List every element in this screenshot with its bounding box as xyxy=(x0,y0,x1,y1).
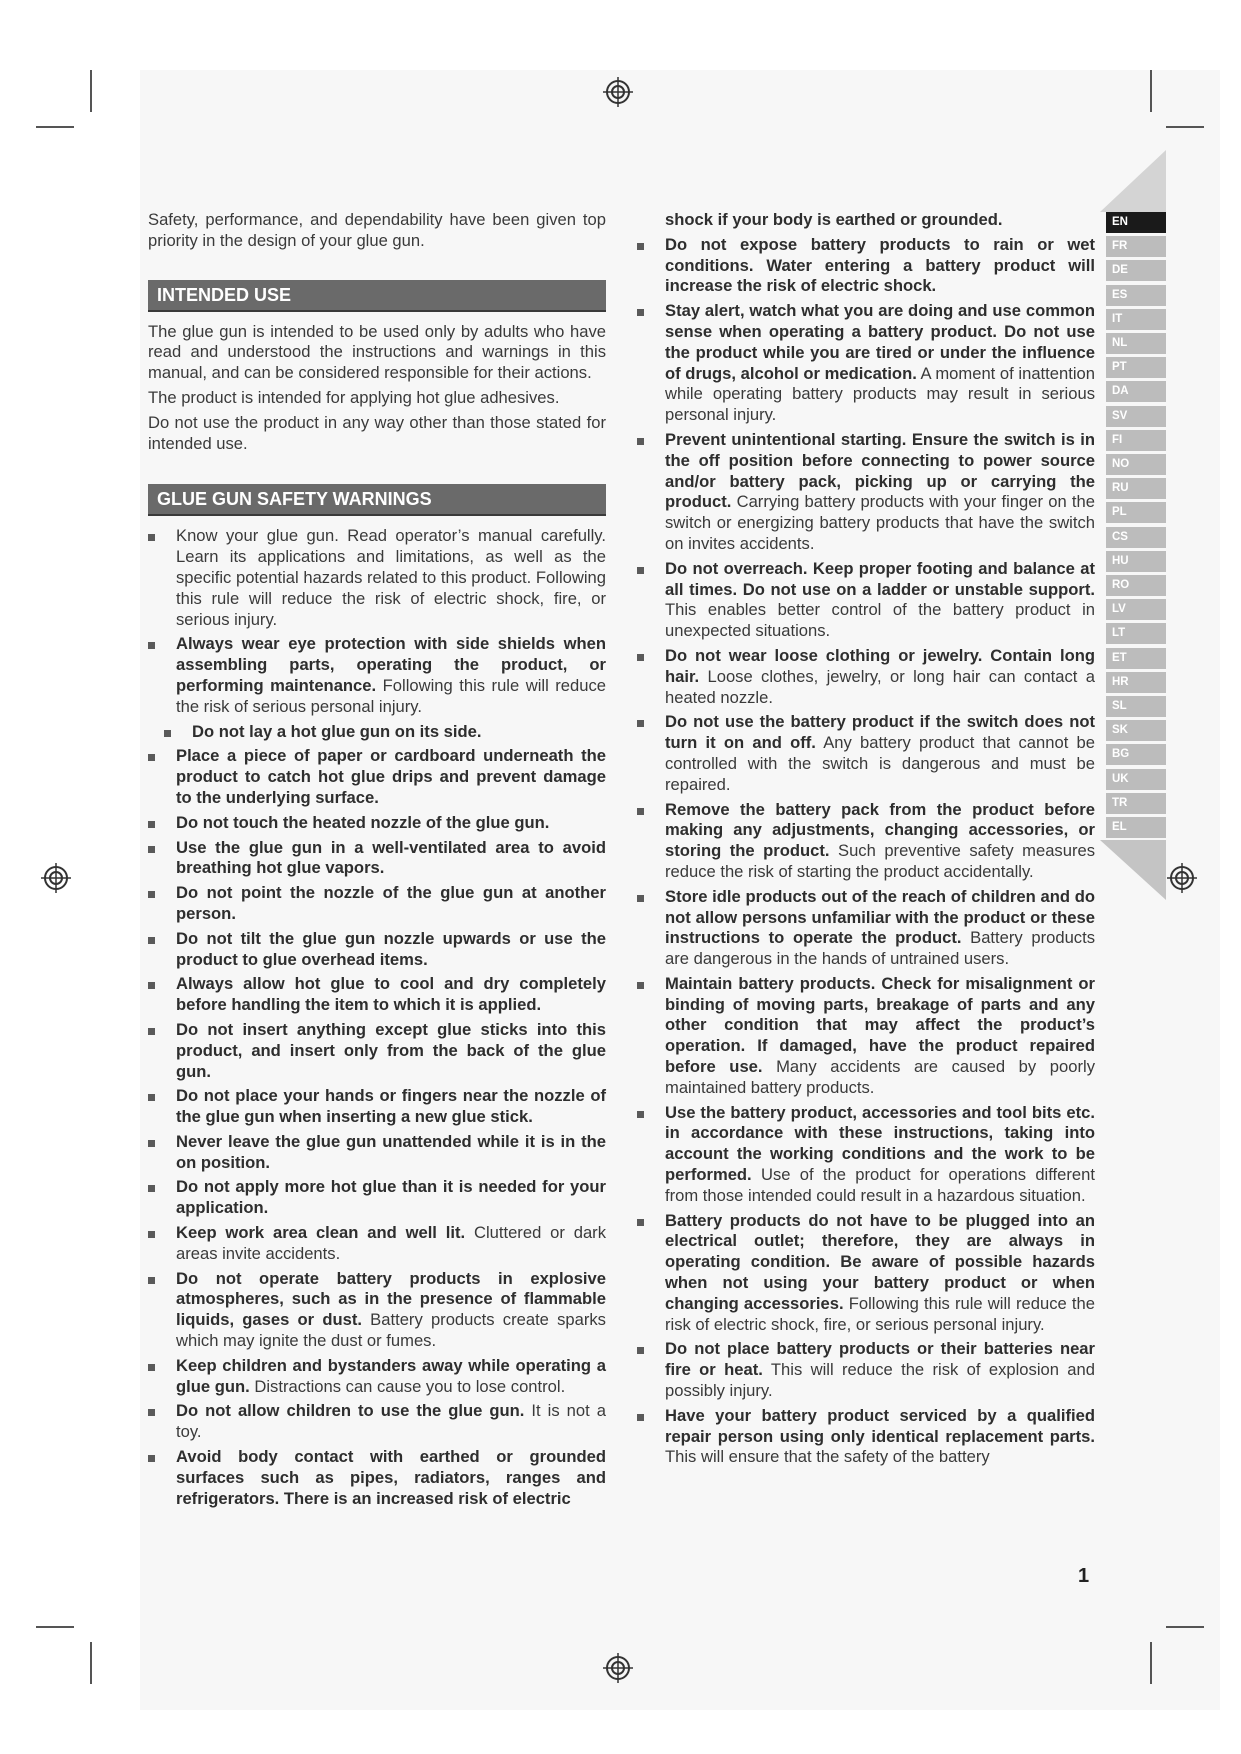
crop-mark-top-left-h xyxy=(36,126,74,128)
registration-mark-icon xyxy=(1166,862,1198,894)
language-tab-lt[interactable]: LT xyxy=(1106,623,1166,644)
warning-item: Do not place battery products or their batteries near fire or heat. This will reduce the risk of explosion and possibly injury. xyxy=(637,1339,1095,1401)
language-tab-sl[interactable]: SL xyxy=(1106,696,1166,717)
continued-warning-text: shock if your body is earthed or grounded. xyxy=(665,210,1003,229)
warning-item: Have your battery product serviced by a qualified repair person using only identical replacement parts. This will ensure that the safety of the battery xyxy=(637,1406,1095,1468)
warning-item: Do not use the battery product if the switch does not turn it on and off. Any battery product that cannot be controlled with the switch is dangerous and must be repaired. xyxy=(637,712,1095,795)
right-column xyxy=(637,210,1095,1472)
language-tab-bg[interactable]: BG xyxy=(1106,744,1166,765)
language-tab-hr[interactable]: HR xyxy=(1106,672,1166,693)
crop-mark-top-left-v xyxy=(90,70,92,112)
registration-mark-icon xyxy=(40,862,72,894)
language-tab-fi[interactable]: FI xyxy=(1106,430,1166,451)
warning-item: Remove the battery pack from the product before making any adjustments, changing accessories, or storing the product. Such preventive safety measures reduce the risk of starting the product accidentally. xyxy=(637,800,1095,883)
warning-item: Do not place your hands or fingers near the nozzle of the glue gun when inserting a new glue stick. xyxy=(148,1086,606,1128)
warning-item: Know your glue gun. Read operator’s manual carefully. Learn its applications and limitations, as well as the specific potential hazards related to this product. Following this rule will reduce the risk of electric shock, fire, or serious injury. xyxy=(148,526,606,630)
language-tab-hu[interactable]: HU xyxy=(1106,551,1166,572)
warning-item: Avoid body contact with earthed or grounded surfaces such as pipes, radiators, ranges and refrigerators. There is an increased risk of electric xyxy=(148,1447,606,1509)
warning-item: Keep children and bystanders away while operating a glue gun. Distractions can cause you to lose control. xyxy=(148,1356,606,1398)
warning-item: Prevent unintentional starting. Ensure the switch is in the off position before connecting to power source and/or battery pack, picking up or carrying the product. Carrying battery products with your finger on the switch or energizing battery products that have the switch on invites accidents. xyxy=(637,430,1095,555)
registration-mark-icon xyxy=(602,1652,634,1684)
warning-item: Keep work area clean and well lit. Cluttered or dark areas invite accidents. xyxy=(148,1223,606,1265)
crop-mark-bottom-right-h xyxy=(1166,1626,1204,1628)
intended-use-paragraph: Do not use the product in any way other than those stated for intended use. xyxy=(148,412,606,453)
language-tab-sv[interactable]: SV xyxy=(1106,406,1166,427)
intro-paragraph: Safety, performance, and dependability have been given top priority in the design of your glue gun. xyxy=(148,210,606,250)
language-tab-tr[interactable]: TR xyxy=(1106,793,1166,814)
language-tab-cs[interactable]: CS xyxy=(1106,527,1166,548)
language-tab-es[interactable]: ES xyxy=(1106,285,1166,306)
battery-warnings-list xyxy=(637,235,1095,1468)
safety-warnings-heading: GLUE GUN SAFETY WARNINGS xyxy=(148,484,606,516)
warning-item: Do not tilt the glue gun nozzle upwards or use the product to glue overhead items. xyxy=(148,929,606,971)
warning-item: Battery products do not have to be plugged into an electrical outlet; therefore, they are always in operating condition. Be aware of possible hazards when not using your battery product or when changing accessories. Following this rule will reduce the risk of electric shock, fire, or serious personal injury. xyxy=(637,1211,1095,1336)
intended-use-paragraph: The product is intended for applying hot glue adhesives. xyxy=(148,387,560,407)
registration-mark-icon xyxy=(602,76,634,108)
intended-use-paragraph: The glue gun is intended to be used only by adults who have read and understood the instructions and warnings in this manual, and can be considered responsible for their actions. xyxy=(148,321,606,383)
intended-use-heading: INTENDED USE xyxy=(148,280,606,312)
page-number: 1 xyxy=(1078,1565,1090,1587)
language-tab-it[interactable]: IT xyxy=(1106,309,1166,330)
language-tab-no[interactable]: NO xyxy=(1106,454,1166,475)
language-tab-fr[interactable]: FR xyxy=(1106,236,1166,257)
warning-item: Do not apply more hot glue than it is needed for your application. xyxy=(148,1177,606,1219)
language-tab-pt[interactable]: PT xyxy=(1106,357,1166,378)
language-tab-et[interactable]: ET xyxy=(1106,648,1166,669)
crop-mark-bottom-left-h xyxy=(36,1626,74,1628)
warning-item: Store idle products out of the reach of children and do not allow persons unfamiliar with the product or these instructions to operate the product. Battery products are dangerous in the hands of untrained users. xyxy=(637,887,1095,970)
safety-warnings-list xyxy=(148,526,606,1509)
crop-mark-bottom-right-v xyxy=(1150,1642,1152,1684)
warning-item: Stay alert, watch what you are doing and use common sense when operating a battery product. Do not use the product while you are tired or under the influence of drugs, alcohol or medication. A moment of inattention while operating battery products may result in serious personal injury. xyxy=(637,301,1095,426)
language-tab-el[interactable]: EL xyxy=(1106,817,1166,838)
warning-item: Do not touch the heated nozzle of the glue gun. xyxy=(148,813,606,834)
language-tab-pl[interactable]: PL xyxy=(1106,502,1166,523)
warning-item: Do not lay a hot glue gun on its side. xyxy=(148,722,606,743)
warning-item: Use the battery product, accessories and tool bits etc. in accordance with these instructions, taking into account the working conditions and the work to be performed. Use of the product for operations different from those intended could result in a hazardous situation. xyxy=(637,1103,1095,1207)
warning-item: Do not overreach. Keep proper footing and balance at all times. Do not use on a ladder or unstable support. This enables better control of the battery product in unexpected situations. xyxy=(637,559,1095,642)
warning-item: Do not allow children to use the glue gun. It is not a toy. xyxy=(148,1401,606,1443)
crop-mark-top-right-v xyxy=(1150,70,1152,112)
crop-mark-bottom-left-v xyxy=(90,1642,92,1684)
warning-item: Always allow hot glue to cool and dry completely before handling the item to which it is applied. xyxy=(148,974,606,1016)
crop-mark-top-right-h xyxy=(1166,126,1204,128)
warning-item: Never leave the glue gun unattended while it is in the on position. xyxy=(148,1132,606,1174)
warning-item: Do not expose battery products to rain or wet conditions. Water entering a battery product will increase the risk of electric shock. xyxy=(637,235,1095,297)
language-tab-ro[interactable]: RO xyxy=(1106,575,1166,596)
warning-item: Maintain battery products. Check for misalignment or binding of moving parts, breakage of parts and any other condition that may affect the product’s operation. If damaged, have the product repaired before use. Many accidents are caused by poorly maintained battery products. xyxy=(637,974,1095,1099)
intended-use-body xyxy=(148,322,606,455)
warning-item: Place a piece of paper or cardboard underneath the product to catch hot glue drips and prevent damage to the underlying surface. xyxy=(148,746,606,808)
warning-item: Do not operate battery products in explosive atmospheres, such as in the presence of flammable liquids, gases or dust. Battery products create sparks which may ignite the dust or fumes. xyxy=(148,1269,606,1352)
warning-item: Use the glue gun in a well-ventilated area to avoid breathing hot glue vapors. xyxy=(148,838,606,880)
language-tab-ru[interactable]: RU xyxy=(1106,478,1166,499)
language-tab-de[interactable]: DE xyxy=(1106,260,1166,281)
language-tab-sk[interactable]: SK xyxy=(1106,720,1166,741)
warning-item: Do not point the nozzle of the glue gun at another person. xyxy=(148,883,606,925)
language-tab-da[interactable]: DA xyxy=(1106,381,1166,402)
language-tab-uk[interactable]: UK xyxy=(1106,769,1166,790)
warning-item: Do not insert anything except glue sticks into this product, and insert only from the back of the glue gun. xyxy=(148,1020,606,1082)
left-column xyxy=(148,210,606,1513)
warning-item: Always wear eye protection with side shields when assembling parts, operating the product, or performing maintenance. Following this rule will reduce the risk of serious personal injury. xyxy=(148,634,606,717)
warning-item: Do not wear loose clothing or jewelry. Contain long hair. Loose clothes, jewelry, or long hair can contact a heated nozzle. xyxy=(637,646,1095,708)
language-tab-nl[interactable]: NL xyxy=(1106,333,1166,354)
language-tab-lv[interactable]: LV xyxy=(1106,599,1166,620)
language-tab-en[interactable]: EN xyxy=(1106,212,1166,233)
